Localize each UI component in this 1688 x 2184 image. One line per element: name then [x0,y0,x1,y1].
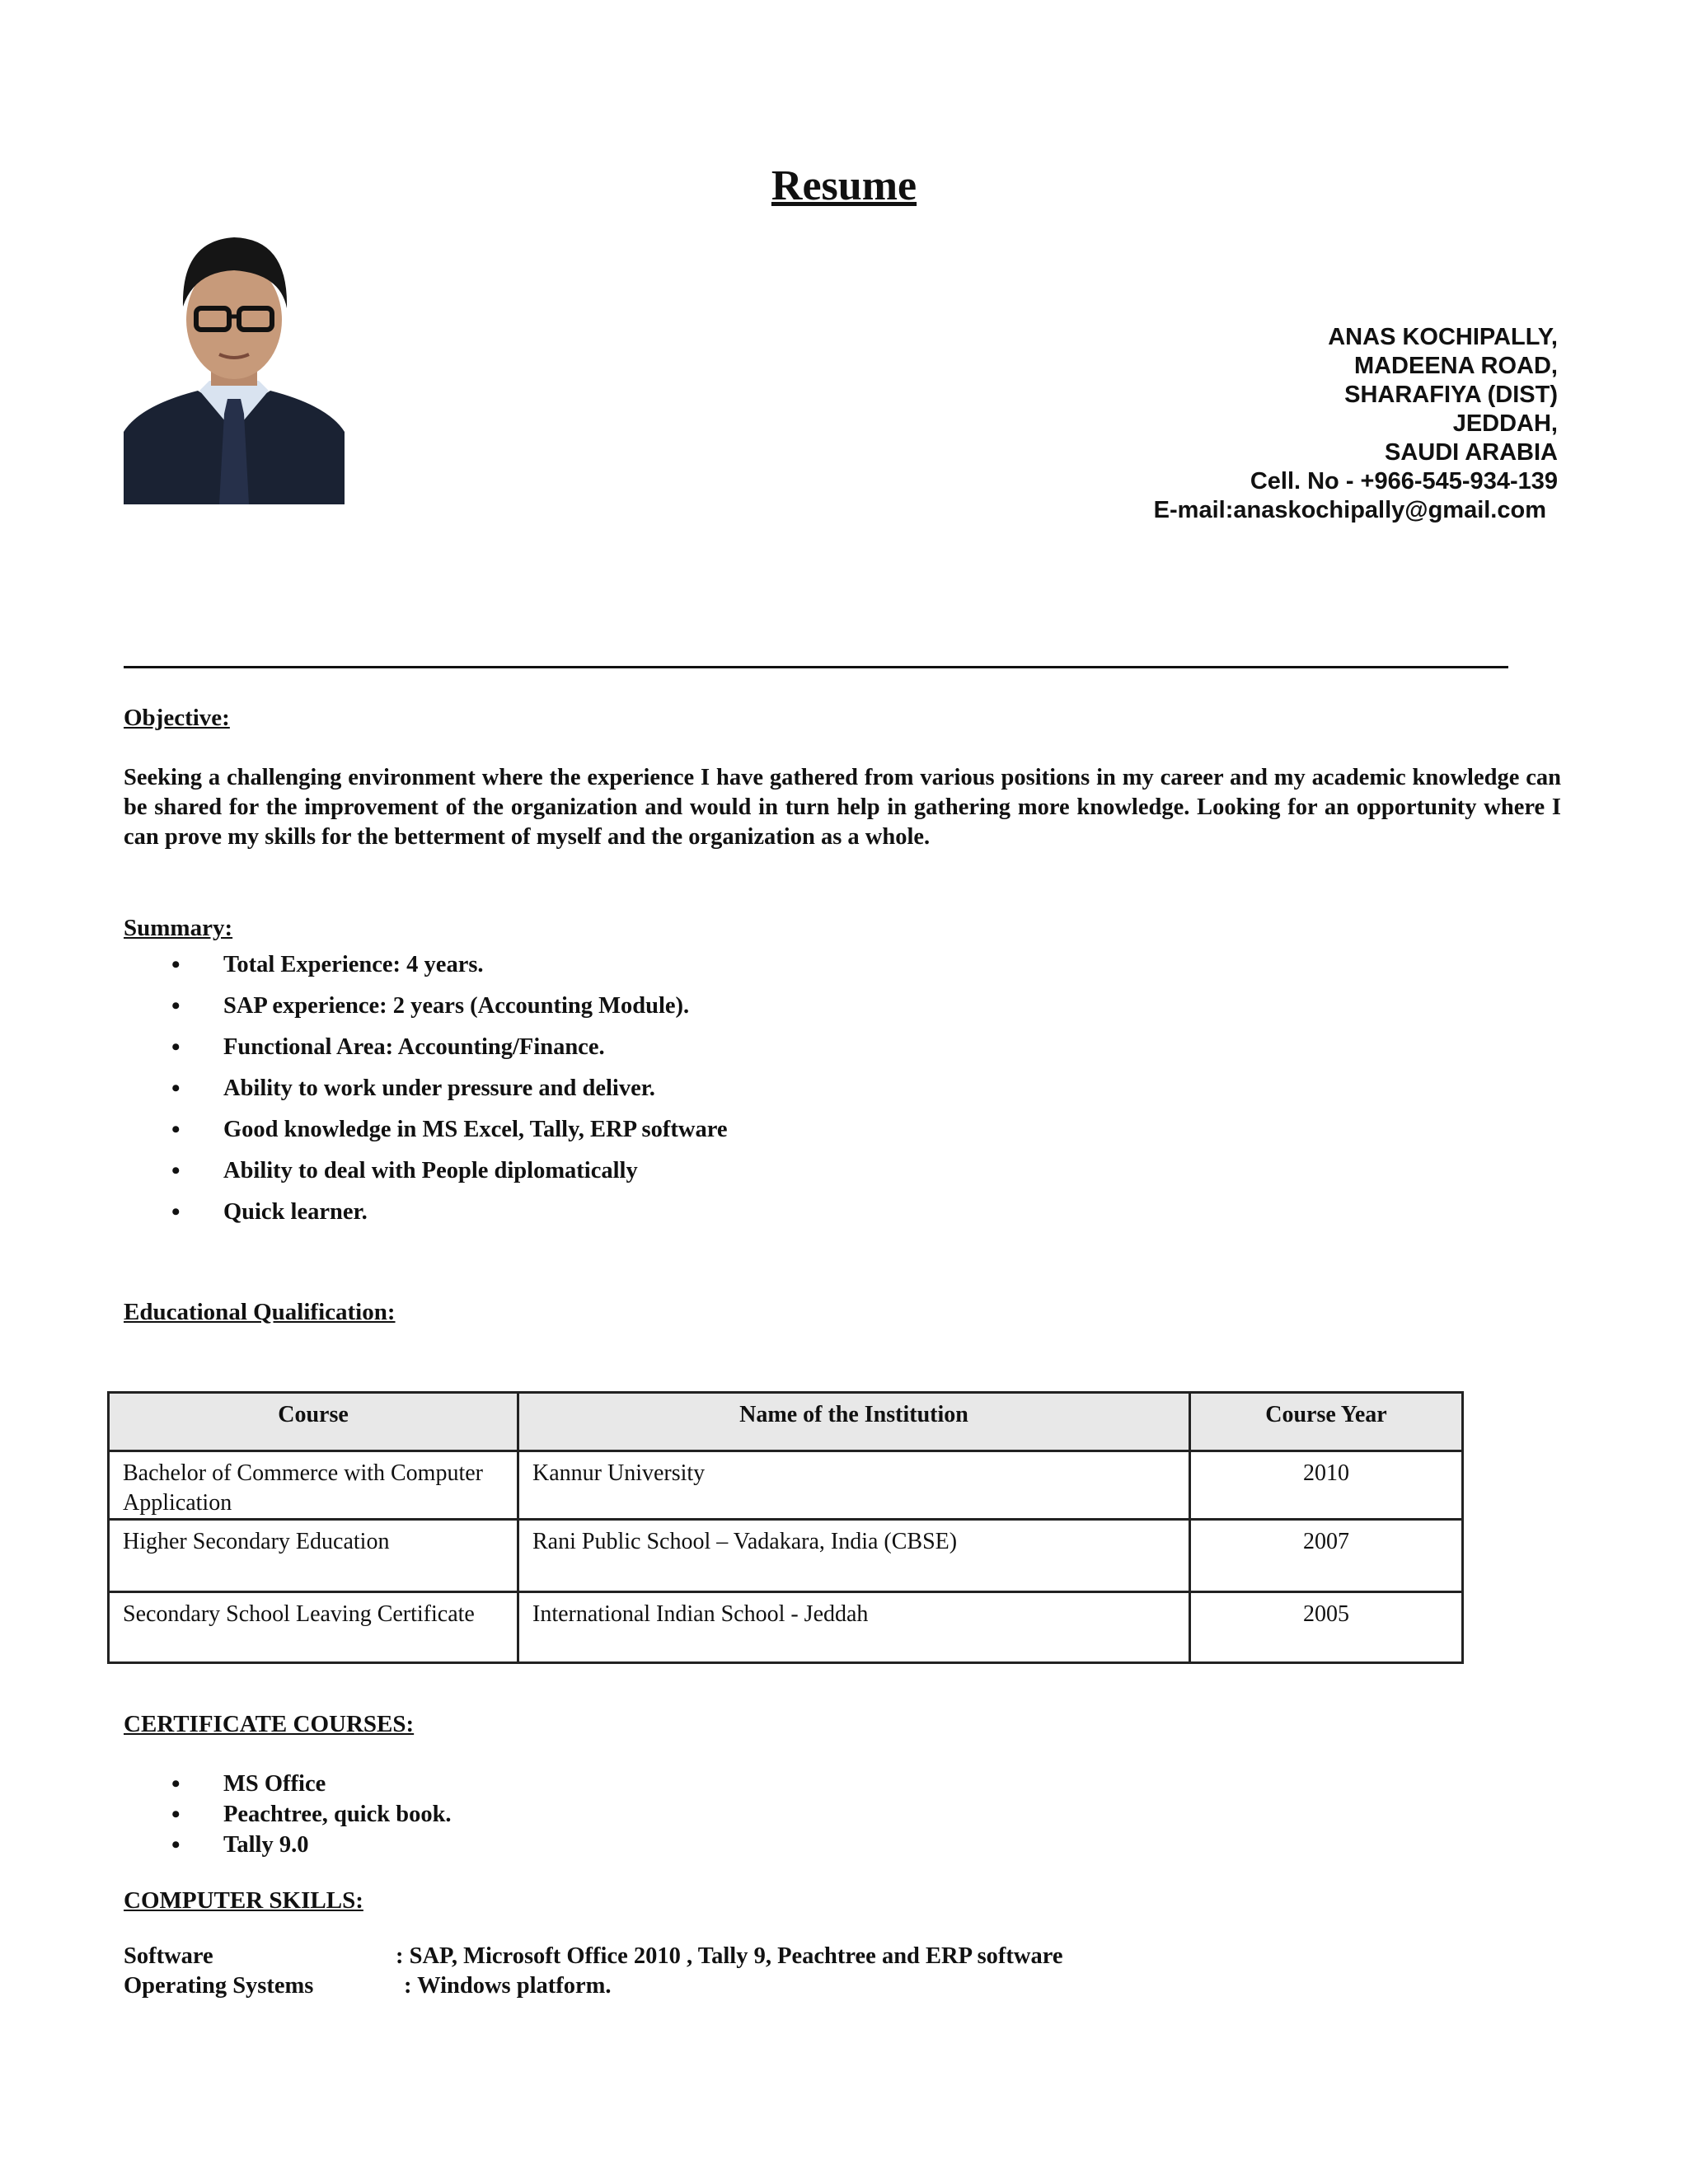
address-line-road: MADEENA ROAD, [1353,353,1558,379]
address-line-name: ANAS KOCHIPALLY, [1328,324,1558,350]
table-header-row [109,1393,1463,1451]
table-cell-year: 2007 [1190,1520,1463,1592]
computer-skills-heading: COMPUTER SKILLS: [124,1887,363,1914]
table-cell-institution: Rani Public School – Vadakara, India (CBSE) [518,1520,1190,1592]
contact-address [1154,323,1558,525]
table-cell-course: Secondary School Leaving Certificate [109,1592,518,1663]
list-item: • Total Experience: 4 years. [124,949,728,991]
certificates-heading: CERTIFICATE COURSES: [124,1711,415,1737]
objective-text: Seeking a challenging environment where the experience I have gathered from various positions in my career and my academic knowledge can be shared for the improvement of the organization and would in turn help in gathering more knowledge. Looking for an opportunity where I can prove my skills for the betterment of myself and the organization as a whole. [124,765,1561,850]
table-cell-course: Bachelor of Commerce with Computer Application [109,1451,518,1520]
table-cell-year: 2005 [1190,1592,1463,1663]
summary-heading: Summary: [124,915,233,941]
page-title: Resume [771,162,917,209]
skill-row-os [124,1971,1063,2001]
table-cell-course: Higher Secondary Education [109,1520,518,1592]
table-row [109,1520,1463,1592]
table-cell-institution: International Indian School - Jeddah [518,1592,1190,1663]
phone-number: Cell. No - +966-545-934-139 [1250,468,1558,494]
section-divider [124,666,1508,668]
table-cell-year: 2010 [1190,1451,1463,1520]
list-item: • Good knowledge in MS Excel, Tally, ERP software [124,1114,728,1155]
table-row [109,1592,1463,1663]
list-item: • Quick learner. [124,1197,728,1238]
computer-skills [124,1942,1063,2001]
table-cell-institution: Kannur University [518,1451,1190,1520]
address-line-city: JEDDAH, [1452,410,1558,437]
education-table [107,1391,1464,1664]
column-header-course: Course [109,1393,518,1451]
list-item: • Ability to deal with People diplomatically [124,1155,728,1197]
list-item: • SAP experience: 2 years (Accounting Module). [124,991,728,1032]
summary-list [124,949,728,1238]
skill-label-software: Software [124,1943,213,1969]
address-line-country: SAUDI ARABIA [1385,439,1558,466]
list-item: • MS Office [124,1769,452,1799]
skill-label-os: Operating Systems [124,1973,314,1999]
column-header-institution: Name of the Institution [518,1393,1190,1451]
address-line-district: SHARAFIYA (DIST) [1344,382,1558,408]
education-heading: Educational Qualification: [124,1299,396,1325]
skill-row-software [124,1942,1063,1971]
list-item: • Tally 9.0 [124,1830,452,1860]
certificates-list [124,1769,452,1860]
skill-value-os: : Windows platform. [404,1973,612,1999]
list-item: • Functional Area: Accounting/Finance. [124,1032,728,1073]
profile-photo [124,216,345,504]
table-row [109,1451,1463,1520]
list-item: • Ability to work under pressure and deliver. [124,1073,728,1114]
email-address: E-mail:anaskochipally@gmail.com [1153,497,1546,523]
list-item: • Peachtree, quick book. [124,1799,452,1830]
skill-value-software: : SAP, Microsoft Office 2010 , Tally 9, Peachtree and ERP software [396,1943,1063,1969]
column-header-year: Course Year [1190,1393,1463,1451]
objective-heading: Objective: [124,705,230,731]
